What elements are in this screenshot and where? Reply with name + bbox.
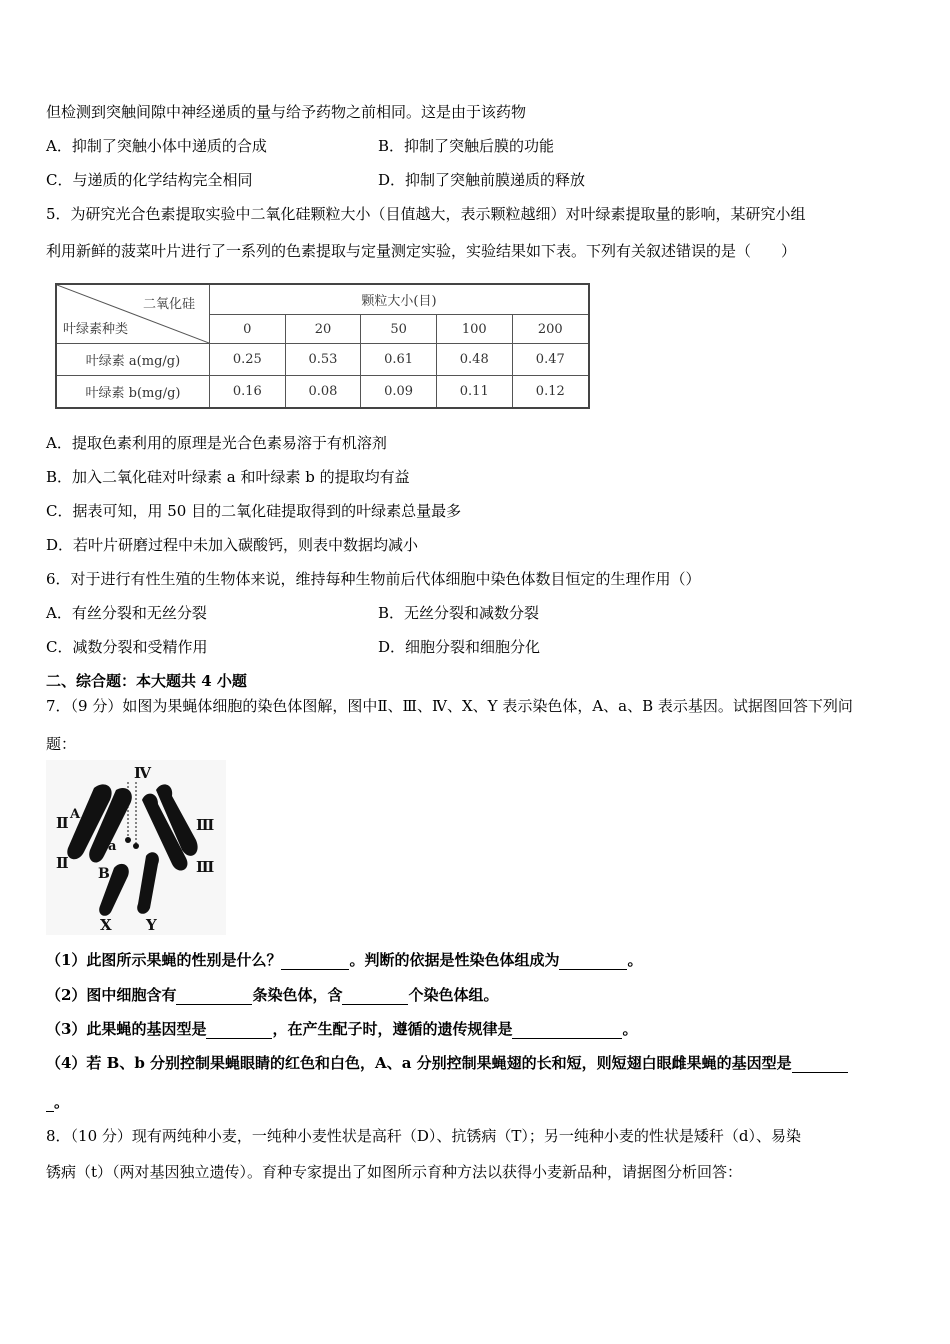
q7-sub3: [46, 1019, 637, 1039]
q6-option-d: D．细胞分裂和细胞分化: [378, 638, 541, 656]
q7-sub1-text-a: （1）此图所示果蝇的性别是什么？: [46, 951, 282, 969]
table-cell: 0.09: [361, 376, 437, 408]
table-corner-cell: [56, 284, 210, 344]
chromosome-figure: [46, 760, 226, 935]
q6-option-c: C．减数分裂和受精作用: [46, 638, 208, 656]
q5-option-c: C．据表可知，用 50 目的二氧化硅提取得到的叶绿素总量最多: [46, 502, 462, 520]
answer-blank[interactable]: [281, 953, 349, 970]
q5-option-d: D．若叶片研磨过程中未加入碳酸钙，则表中数据均减小: [46, 536, 419, 554]
answer-blank[interactable]: [342, 988, 408, 1005]
q5-option-b: B．加入二氧化硅对叶绿素 a 和叶绿素 b 的提取均有益: [46, 468, 410, 486]
q7-sub1-text-b: 。判断的依据是性染色体组成为: [349, 951, 560, 969]
table-cell: 0.53: [285, 344, 361, 376]
q7-stem-line1: 7．（9 分）如图为果蝇体细胞的染色体图解，图中Ⅱ、Ⅲ、Ⅳ、X、Y 表示染色体，A、a、B 表示基因。试据图回答下列问: [46, 697, 853, 715]
q8-stem-line2: 锈病（t）（两对基因独立遗传）。育种专家提出了如图所示育种方法以获得小麦新品种，请据图分析回答：: [46, 1163, 743, 1181]
q7-sub1: [46, 950, 642, 970]
answer-blank[interactable]: [206, 1022, 272, 1039]
column-header: 200: [512, 315, 589, 344]
column-header: 100: [436, 315, 512, 344]
label-iii-top: Ⅲ: [196, 816, 215, 834]
label-ii-bottom: Ⅱ: [56, 854, 69, 872]
q4-option-a: A．抑制了突触小体中递质的合成: [46, 137, 267, 155]
row-label: 叶绿素 a(mg/g): [56, 344, 210, 376]
table-cell: 0.08: [285, 376, 361, 408]
table-cell: 0.48: [436, 344, 512, 376]
q7-sub3-text-a: （3）此果蝇的基因型是: [46, 1020, 207, 1038]
q4-continuation: 但检测到突触间隙中神经递质的量与给予药物之前相同。这是由于该药物: [46, 103, 527, 121]
q4-option-c: C．与递质的化学结构完全相同: [46, 171, 253, 189]
column-header: 0: [210, 315, 286, 344]
corner-top-label: 二氧化硅: [142, 297, 195, 312]
label-y: Y: [146, 916, 157, 934]
q7-sub2-text-b: 条染色体，含: [252, 986, 343, 1004]
label-x: X: [100, 916, 112, 934]
label-iv: Ⅳ: [134, 764, 152, 782]
table-cell: 0.16: [210, 376, 286, 408]
q8-stem-line1: 8．（10 分）现有两纯种小麦，一纯种小麦性状是高秆（D）、抗锈病（T）；另一纯种小麦的性状是矮秆（d）、易染: [46, 1127, 802, 1145]
table-cell: 0.11: [436, 376, 512, 408]
column-header: 20: [285, 315, 361, 344]
q7-sub3-text-b: ，在产生配子时，遵循的遗传规律是: [272, 1020, 513, 1038]
q7-stem-line2: 题：: [46, 735, 77, 753]
q7-sub3-text-c: 。: [622, 1020, 638, 1038]
q7-sub4-end: 。: [54, 1093, 70, 1111]
table-cell: 0.47: [512, 344, 589, 376]
q5-data-table: [55, 283, 590, 407]
label-ii-top: Ⅱ: [56, 814, 69, 832]
q5-option-a: A．提取色素利用的原理是光合色素易溶于有机溶剂: [46, 434, 387, 452]
q6-option-a: A．有丝分裂和无丝分裂: [46, 604, 207, 622]
answer-blank[interactable]: [176, 988, 252, 1005]
row-label: 叶绿素 b(mg/g): [56, 376, 210, 408]
table-cell: 0.61: [361, 344, 437, 376]
q7-sub4-tail: [46, 1092, 69, 1112]
q4-option-b: B．抑制了突触后膜的功能: [378, 137, 555, 155]
answer-blank[interactable]: [792, 1056, 848, 1073]
answer-blank[interactable]: [512, 1022, 622, 1039]
answer-blank[interactable]: [46, 1095, 54, 1112]
q7-sub4-text: （4）若 B、b 分别控制果蝇眼睛的红色和白色，A、a 分别控制果蝇翅的长和短，则短翅白眼雌果蝇的基因型是: [46, 1054, 792, 1072]
q7-sub2-text-c: 个染色体组。: [408, 986, 499, 1004]
label-gene-a-lower: a: [108, 839, 117, 854]
table-row: [56, 344, 589, 376]
table-cell: 0.25: [210, 344, 286, 376]
chromosome-diagram: [46, 760, 226, 935]
q6-stem: 6．对于进行有性生殖的生物体来说，维持每种生物前后代体细胞中染色体数目恒定的生理作用（）: [46, 570, 701, 588]
table-cell: 0.12: [512, 376, 589, 408]
q5-stem-line2: 利用新鲜的菠菜叶片进行了一系列的色素提取与定量测定实验，实验结果如下表。下列有关叙述错误的是（ ）: [46, 242, 797, 260]
label-iii-bottom: Ⅲ: [196, 858, 215, 876]
q6-option-b: B．无丝分裂和减数分裂: [378, 604, 540, 622]
label-gene-a-upper: A: [70, 807, 81, 822]
column-header: 50: [361, 315, 437, 344]
section-heading: 二、综合题：本大题共 4 小题: [46, 672, 247, 690]
q7-sub2: [46, 985, 498, 1005]
group-header: 颗粒大小(目): [210, 284, 590, 315]
answer-blank[interactable]: [559, 953, 627, 970]
corner-bottom-label: 叶绿素种类: [63, 322, 129, 337]
label-gene-b: B: [98, 866, 110, 882]
q4-option-d: D．抑制了突触前膜递质的释放: [378, 171, 586, 189]
q5-stem-line1: 5．为研究光合色素提取实验中二氧化硅颗粒大小（目值越大，表示颗粒越细）对叶绿素提取量的影响，某研究小组: [46, 205, 806, 223]
q7-sub1-text-c: 。: [627, 951, 643, 969]
q7-sub2-text-a: （2）图中细胞含有: [46, 986, 177, 1004]
q7-sub4: [46, 1053, 848, 1073]
table-row: [56, 376, 589, 408]
